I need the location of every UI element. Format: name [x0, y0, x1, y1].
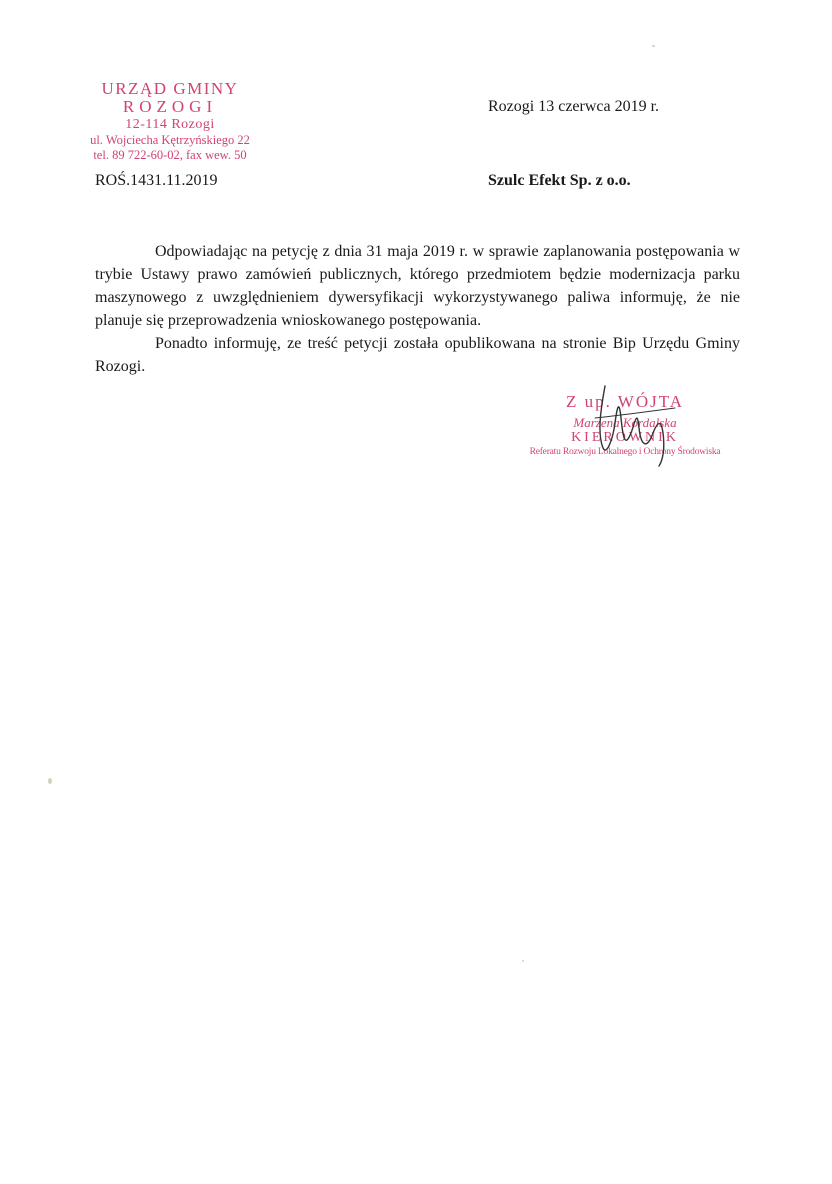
letter-date: Rozogi 13 czerwca 2019 r.: [488, 98, 660, 115]
signature-signer-name: Marzena Kordalska: [573, 415, 677, 430]
office-header-stamp: [70, 80, 270, 161]
stamp-postal-code: 12-114 Rozogi: [125, 117, 215, 132]
stamp-municipality: ROZOGI: [122, 97, 218, 116]
body-paragraph: Ponadto informuję, ze treść petycji została opublikowana na stronie Bip Urzędu Gminy Rozogi.: [95, 335, 740, 375]
letter-body: [95, 240, 740, 378]
paper-speck: [652, 45, 655, 47]
recipient-name: Szulc Efekt Sp. z o.o.: [488, 172, 631, 189]
paper-speck: [48, 778, 52, 784]
body-paragraph: Odpowiadając na petycję z dnia 31 maja 2019 r. w sprawie zaplanowania postępowania w trybie Ustawy prawo zamówień publicznych, którego przedmiotem będzie modernizacja parku maszynowego z uwzględnieniem dywersyfikacji wykorzystywanego paliwa informuję, że nie planuje się przeprowadzenia wnioskowanego postępowania.: [95, 243, 740, 329]
paper-speck: [522, 960, 524, 962]
handwritten-signature-icon: [575, 378, 685, 468]
signature-department: Referatu Rozwoju Lokalnego i Ochrony Środowiska: [529, 447, 721, 457]
signature-authority: Z up. WÓJTA: [565, 392, 685, 411]
stamp-office-name: URZĄD GMINY: [101, 79, 239, 98]
signature-title: KIEROWNIK: [571, 430, 679, 445]
stamp-phone: tel. 89 722-60-02, fax wew. 50: [93, 147, 247, 162]
reference-number: ROŚ.1431.11.2019: [95, 172, 218, 189]
stamp-street: ul. Wojciecha Kętrzyńskiego 22: [90, 133, 250, 147]
